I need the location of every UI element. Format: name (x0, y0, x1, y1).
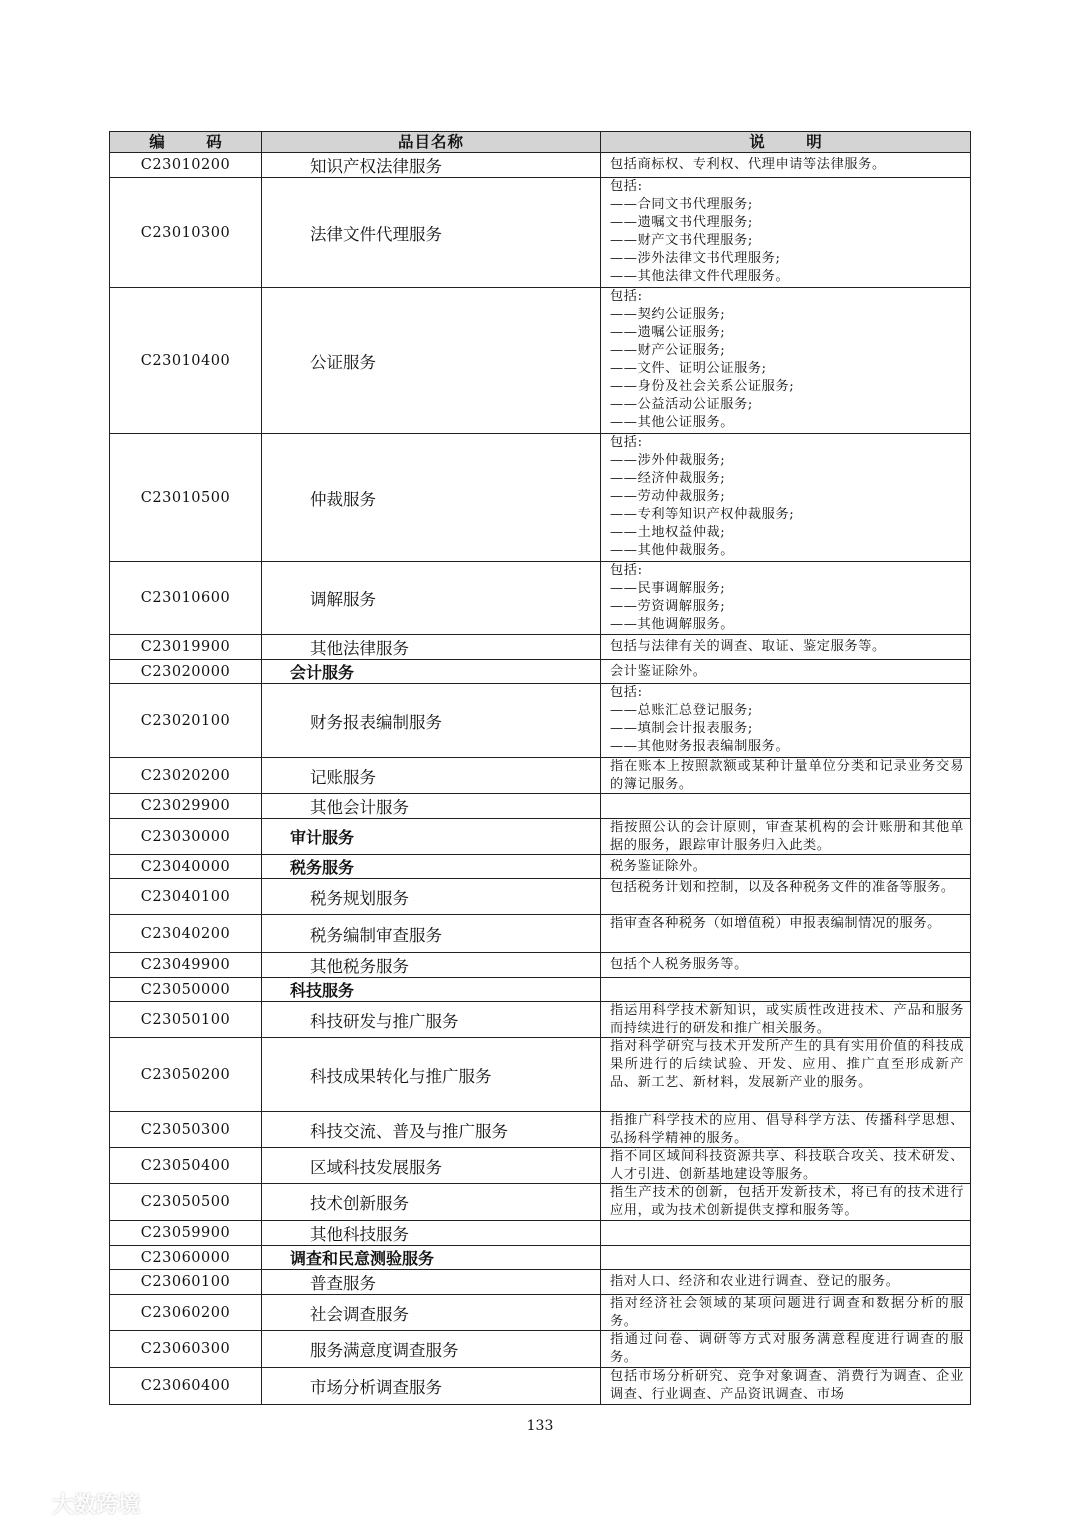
description-line: 包括: (610, 685, 643, 700)
row-description (601, 819, 971, 855)
header-desc: 说 明 (601, 132, 971, 153)
description-line: 指审查各种税务（如增值税）申报表编制情况的服务。 (610, 916, 941, 931)
description-line: ——涉外仲裁服务; (610, 453, 726, 468)
row-item-name: 仲裁服务 (262, 434, 601, 562)
row-description (601, 1002, 971, 1038)
row-item-name: 其他会计服务 (262, 794, 601, 819)
row-code: C23060000 (110, 1246, 262, 1270)
page-number: 133 (526, 1418, 554, 1434)
description-line: 指对人口、经济和农业进行调查、登记的服务。 (610, 1274, 900, 1289)
row-item-name: 税务规划服务 (262, 879, 601, 915)
row-code: C23049900 (110, 953, 262, 978)
description-line: ——总账汇总登记服务; (610, 703, 753, 718)
row-code: C23010600 (110, 562, 262, 635)
description-line: ——劳资调解服务; (610, 599, 726, 614)
row-code: C23019900 (110, 635, 262, 660)
row-description (601, 178, 971, 288)
row-description (601, 1221, 971, 1246)
table-row (110, 178, 971, 288)
row-code: C23029900 (110, 794, 262, 819)
table-row (110, 1246, 971, 1270)
header-name: 品目名称 (262, 132, 601, 153)
row-item-name: 科技交流、普及与推广服务 (262, 1112, 601, 1148)
row-code: C23010200 (110, 153, 262, 178)
table-row (110, 978, 971, 1002)
table-row (110, 915, 971, 953)
row-code: C23020200 (110, 758, 262, 794)
table-row (110, 153, 971, 178)
description-line: 指对经济社会领域的某项问题进行调查和数据分析的服务。 (610, 1296, 964, 1329)
header-code: 编 码 (110, 132, 262, 153)
row-code: C23050300 (110, 1112, 262, 1148)
table-row (110, 1221, 971, 1246)
description-line: 包括与法律有关的调查、取证、鉴定服务等。 (610, 639, 886, 654)
table-row (110, 1331, 971, 1368)
table-header-row (110, 132, 971, 153)
description-line: ——其他调解服务。 (610, 617, 735, 632)
table-row (110, 819, 971, 855)
table-row (110, 1368, 971, 1405)
description-line: ——公益活动公证服务; (610, 397, 753, 412)
row-code: C23060100 (110, 1270, 262, 1295)
description-line: 指生产技术的创新，包括开发新技术，将已有的技术进行应用，或为技术创新提供支撑和服务等。 (610, 1185, 964, 1218)
description-line: ——其他法律文件代理服务。 (610, 269, 790, 284)
row-description (601, 1270, 971, 1295)
row-item-name: 社会调查服务 (262, 1295, 601, 1331)
row-item-name: 财务报表编制服务 (262, 684, 601, 758)
row-item-name: 其他科技服务 (262, 1221, 601, 1246)
row-description (601, 1368, 971, 1405)
row-code: C23059900 (110, 1221, 262, 1246)
table-row (110, 794, 971, 819)
row-code: C23020100 (110, 684, 262, 758)
row-category-name: 科技服务 (262, 978, 601, 1002)
description-line: ——其他仲裁服务。 (610, 543, 735, 558)
row-code: C23060400 (110, 1368, 262, 1405)
row-description (601, 1295, 971, 1331)
table-row (110, 1148, 971, 1184)
table-row (110, 434, 971, 562)
description-line: ——契约公证服务; (610, 307, 726, 322)
row-description (601, 758, 971, 794)
description-line: 会计鉴证除外。 (610, 663, 707, 679)
description-line: 包括商标权、专利权、代理申请等法律服务。 (610, 157, 886, 172)
row-code: C23020000 (110, 660, 262, 684)
description-line: 包括个人税务服务等。 (610, 957, 748, 972)
description-line: ——合同文书代理服务; (610, 197, 753, 212)
row-description (601, 915, 971, 953)
description-line: 包括: (610, 289, 643, 304)
row-category-name: 调查和民意测验服务 (262, 1246, 601, 1270)
row-item-name: 其他法律服务 (262, 635, 601, 660)
table-row (110, 635, 971, 660)
row-code: C23050200 (110, 1038, 262, 1112)
table-row (110, 1112, 971, 1148)
row-description (601, 434, 971, 562)
row-code: C23040100 (110, 879, 262, 915)
row-item-name: 服务满意度调查服务 (262, 1331, 601, 1368)
description-line: ——财产公证服务; (610, 343, 726, 358)
row-item-name: 记账服务 (262, 758, 601, 794)
row-description (601, 1331, 971, 1368)
description-line: ——涉外法律文书代理服务; (610, 251, 781, 266)
row-code: C23060200 (110, 1295, 262, 1331)
description-line: ——专利等知识产权仲裁服务; (610, 507, 795, 522)
row-description (601, 794, 971, 819)
row-category-name: 审计服务 (262, 819, 601, 855)
catalog-table (109, 131, 971, 1405)
row-description (601, 288, 971, 434)
row-item-name: 调解服务 (262, 562, 601, 635)
description-line: 指通过问卷、调研等方式对服务满意程度进行调查的服务。 (610, 1332, 964, 1365)
row-code: C23050400 (110, 1148, 262, 1184)
description-line: ——劳动仲裁服务; (610, 489, 726, 504)
row-description (601, 953, 971, 978)
description-line: ——土地权益仲裁; (610, 525, 726, 540)
row-code: C23030000 (110, 819, 262, 855)
row-code: C23050500 (110, 1184, 262, 1221)
table-body (110, 153, 971, 1405)
row-description (601, 1112, 971, 1148)
table-row (110, 758, 971, 794)
description-line: ——其他公证服务。 (610, 415, 735, 430)
table-row (110, 1038, 971, 1112)
row-description (601, 879, 971, 915)
row-item-name: 普查服务 (262, 1270, 601, 1295)
description-line: 指不同区域间科技资源共享、科技联合攻关、技术研发、人才引进、创新基地建设等服务。 (610, 1149, 964, 1182)
description-line: 包括税务计划和控制，以及各种税务文件的准备等服务。 (610, 880, 955, 895)
description-line: ——经济仲裁服务; (610, 471, 726, 486)
row-description (601, 1184, 971, 1221)
watermark-logo-icon (8, 1491, 48, 1517)
row-item-name: 市场分析调查服务 (262, 1368, 601, 1405)
row-item-name: 科技研发与推广服务 (262, 1002, 601, 1038)
row-description (601, 153, 971, 178)
description-line: ——财产文书代理服务; (610, 233, 753, 248)
table-row (110, 660, 971, 684)
description-line: 包括: (610, 435, 643, 450)
description-line: 指运用科学技术新知识，或实质性改进技术、产品和服务而持续进行的研发和推广相关服务。 (610, 1003, 964, 1036)
row-code: C23010500 (110, 434, 262, 562)
description-line: 包括市场分析研究、竞争对象调查、消费行为调查、企业调查、行业调查、产品资讯调查、市场 (610, 1369, 964, 1402)
description-line: ——遗嘱公证服务; (610, 325, 726, 340)
description-line: ——遗嘱文书代理服务; (610, 215, 753, 230)
row-code: C23050100 (110, 1002, 262, 1038)
watermark-text: 大数跨境 (52, 1493, 141, 1518)
row-description (601, 855, 971, 879)
description-line: ——身份及社会关系公证服务; (610, 379, 795, 394)
row-description (601, 684, 971, 758)
description-line: 指对科学研究与技术开发所产生的具有实用价值的科技成果所进行的后续试验、开发、应用、推广直至形成新产品、新工艺、新材料，发展新产业的服务。 (610, 1039, 964, 1090)
description-line: 包括: (610, 563, 643, 578)
row-code: C23050000 (110, 978, 262, 1002)
row-code: C23010300 (110, 178, 262, 288)
row-description (601, 1246, 971, 1270)
description-line: ——文件、证明公证服务; (610, 361, 767, 376)
row-category-name: 税务服务 (262, 855, 601, 879)
description-line: ——其他财务报表编制服务。 (610, 739, 790, 754)
description-line: 包括: (610, 179, 643, 194)
table-row (110, 684, 971, 758)
description-line: 指按照公认的会计原则，审查某机构的会计账册和其他单据的服务，跟踪审计服务归入此类。 (610, 820, 964, 853)
table-row (110, 288, 971, 434)
row-description (601, 1148, 971, 1184)
description-line: ——填制会计报表服务; (610, 721, 753, 736)
row-item-name: 法律文件代理服务 (262, 178, 601, 288)
description-line: 指在账本上按照款额或某种计量单位分类和记录业务交易的簿记服务。 (610, 759, 964, 792)
row-code: C23040000 (110, 855, 262, 879)
row-description (601, 978, 971, 1002)
row-description (601, 1038, 971, 1112)
table-row (110, 953, 971, 978)
row-code: C23010400 (110, 288, 262, 434)
description-line: ——民事调解服务; (610, 581, 726, 596)
row-description (601, 660, 971, 684)
row-item-name: 其他税务服务 (262, 953, 601, 978)
row-category-name: 会计服务 (262, 660, 601, 684)
catalog-table-container (109, 131, 970, 1405)
table-row (110, 1002, 971, 1038)
table-row (110, 1184, 971, 1221)
row-item-name: 区域科技发展服务 (262, 1148, 601, 1184)
row-item-name: 科技成果转化与推广服务 (262, 1038, 601, 1112)
table-row (110, 562, 971, 635)
row-item-name: 知识产权法律服务 (262, 153, 601, 178)
description-line: 税务鉴证除外。 (610, 858, 707, 874)
row-item-name: 技术创新服务 (262, 1184, 601, 1221)
table-row (110, 879, 971, 915)
table-row (110, 1270, 971, 1295)
row-code: C23060300 (110, 1331, 262, 1368)
description-line: 指推广科学技术的应用、倡导科学方法、传播科学思想、弘扬科学精神的服务。 (610, 1113, 964, 1146)
table-row (110, 855, 971, 879)
row-description (601, 635, 971, 660)
row-item-name: 公证服务 (262, 288, 601, 434)
row-description (601, 562, 971, 635)
watermark (8, 1488, 140, 1519)
row-code: C23040200 (110, 915, 262, 953)
row-item-name: 税务编制审查服务 (262, 915, 601, 953)
table-row (110, 1295, 971, 1331)
